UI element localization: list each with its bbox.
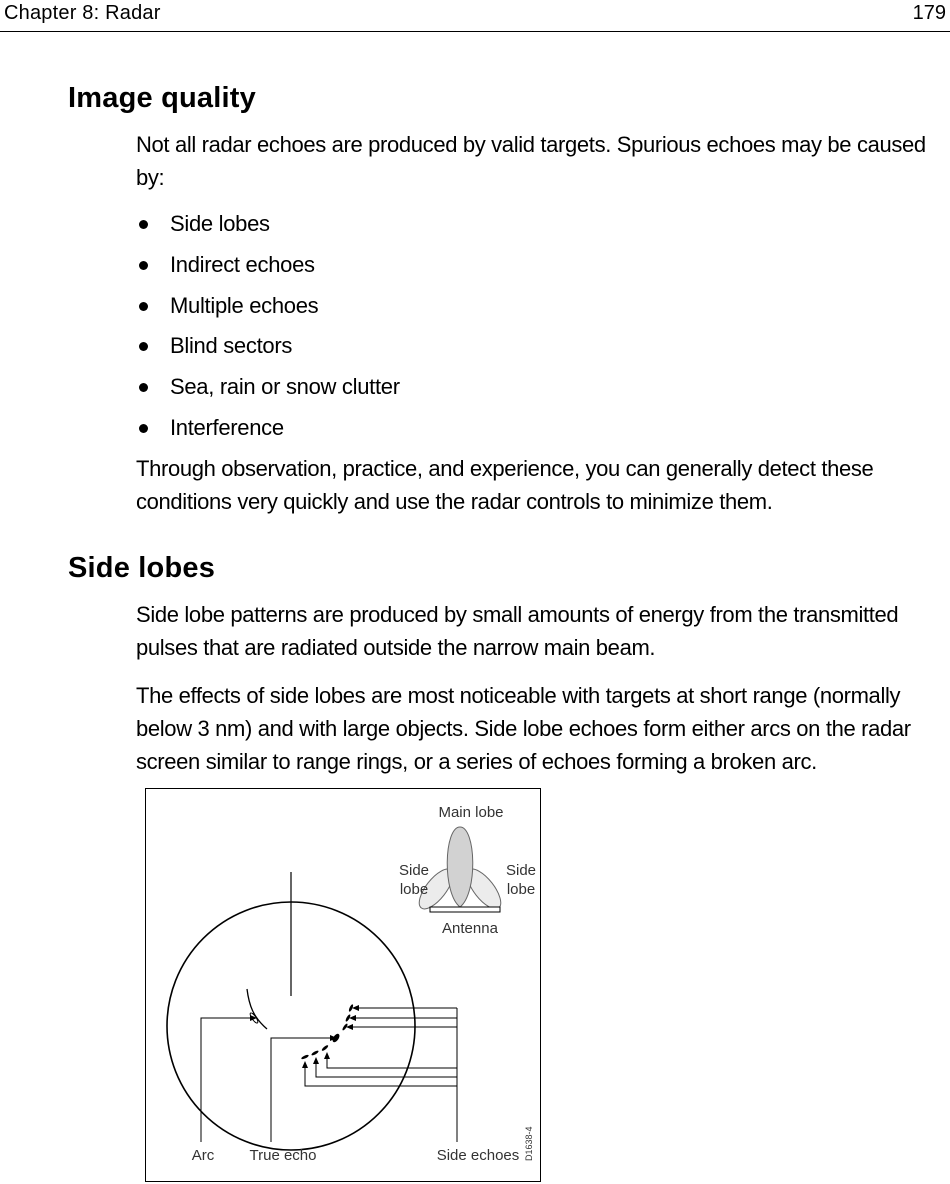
spurious-echo-causes-list	[136, 206, 400, 451]
running-header	[0, 0, 950, 32]
bullet-icon	[139, 424, 148, 433]
page-number: 179	[912, 2, 946, 24]
side-lobe-left-label-line1: Side	[398, 862, 430, 879]
side-lobe-figure	[145, 788, 541, 1182]
image-quality-intro: Not all radar echoes are produced by valid targets. Spurious echoes may be caused by:	[136, 132, 926, 190]
side-echoes-leaders	[302, 1005, 457, 1142]
main-lobe-label: Main lobe	[438, 804, 504, 821]
side-echo-mark	[301, 1054, 309, 1060]
list-item-text: Indirect echoes	[170, 251, 315, 277]
side-lobes-heading: Side lobes	[68, 552, 216, 584]
side-lobe-left-label-line2: lobe	[399, 881, 429, 898]
list-item-text: Multiple echoes	[170, 292, 319, 318]
side-lobes-para-2: The effects of side lobes are most noticeable with targets at short range (normally below 3 nm) and with large objects. Side lobe echoes form either arcs on the radar screen similar to range rings, or a series of echoes forming a broken arc.	[136, 683, 911, 774]
side-echo-mark	[321, 1044, 329, 1051]
arc-leader-line	[201, 1018, 250, 1142]
bullet-icon	[139, 261, 148, 270]
side-lobe-right-label-line2: lobe	[506, 881, 536, 898]
list-item	[136, 247, 400, 288]
true-echo-label: True echo	[249, 1147, 317, 1164]
side-lobe-diagram	[146, 789, 542, 1183]
image-quality-closing: Through observation, practice, and experience, you can generally detect these conditions very quickly and use the radar controls to minimize them.	[136, 456, 874, 514]
side-echo-marks	[301, 1004, 354, 1060]
side-echo-leader	[327, 1059, 457, 1068]
true-echo-leader-line	[271, 1038, 330, 1142]
list-item	[136, 328, 400, 369]
bullet-icon	[139, 302, 148, 311]
side-echoes-label: Side echoes	[436, 1147, 520, 1164]
figure-code: D1638-4	[524, 1126, 534, 1161]
main-lobe-shape	[447, 827, 473, 907]
bullet-icon	[139, 383, 148, 392]
list-item-text: Sea, rain or snow clutter	[170, 374, 400, 400]
bullet-icon	[139, 220, 148, 229]
side-lobes-para-1: Side lobe patterns are produced by small amounts of energy from the transmitted pulses that are radiated outside the narrow main beam.	[136, 602, 899, 660]
chapter-title: Chapter 8: Radar	[4, 2, 161, 24]
list-item	[136, 288, 400, 329]
list-item-text: Interference	[170, 414, 284, 440]
image-quality-heading: Image quality	[68, 82, 256, 114]
side-lobe-right-label-line1: Side	[505, 862, 537, 879]
side-echo-leader	[316, 1064, 457, 1077]
arc-label: Arc	[191, 1147, 215, 1164]
list-item	[136, 206, 400, 247]
list-item	[136, 410, 400, 451]
list-item-text: Blind sectors	[170, 333, 293, 359]
side-echo-arrowhead	[324, 1052, 330, 1059]
side-echo-arrowhead	[302, 1061, 308, 1068]
antenna-bar	[430, 907, 500, 912]
side-echo-arrowhead	[313, 1057, 319, 1064]
list-item	[136, 369, 400, 410]
side-echo-mark	[311, 1050, 319, 1056]
bullet-icon	[139, 342, 148, 351]
antenna-label: Antenna	[442, 920, 498, 937]
list-item-text: Side lobes	[170, 211, 270, 236]
